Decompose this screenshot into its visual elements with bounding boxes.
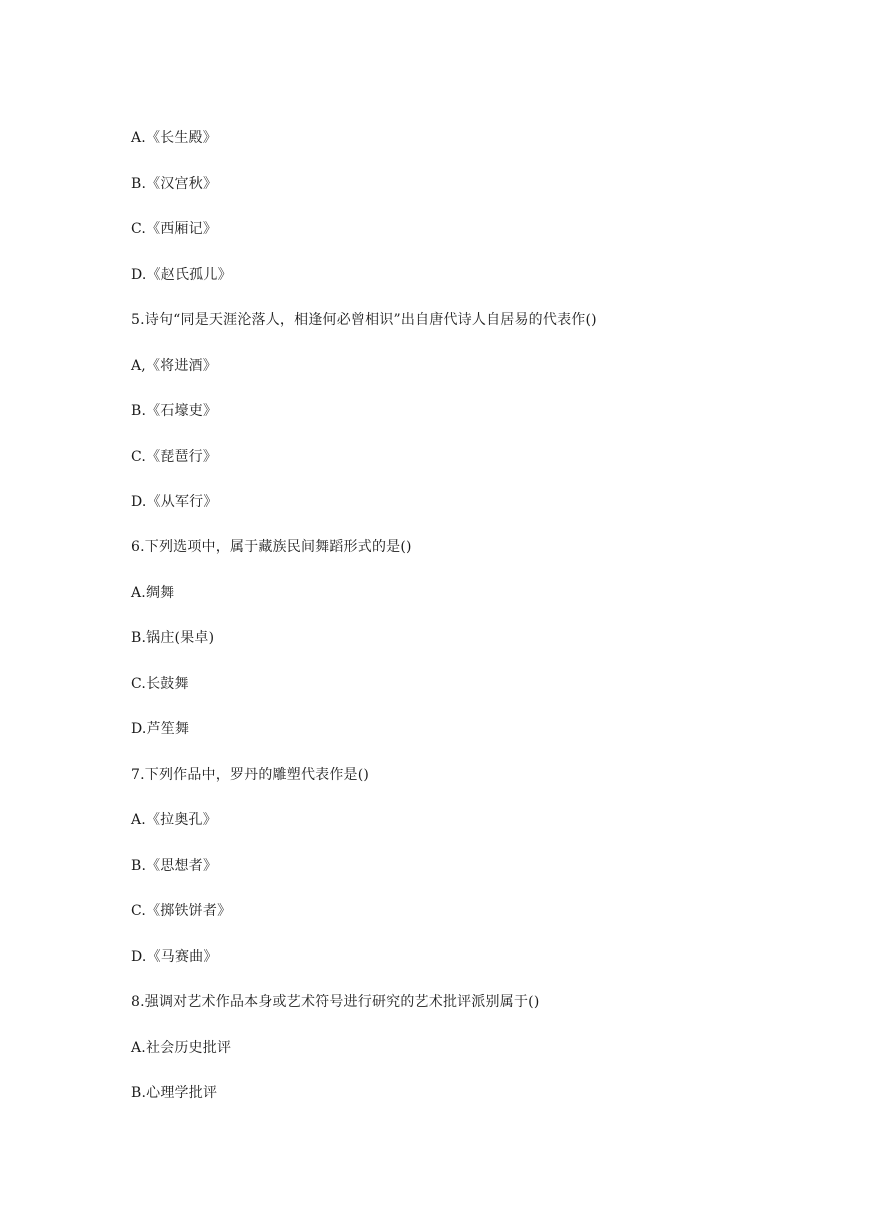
option-7a: A.《拉奥孔》	[131, 812, 217, 828]
option-8b: B.心理学批评	[131, 1085, 218, 1101]
option-6a: A.绸舞	[131, 585, 175, 601]
question-6: 6.下列选项中，属于藏族民间舞蹈形式的是()	[131, 539, 412, 555]
option-7d: D.《马赛曲》	[131, 949, 218, 965]
question-5: 5.诗句“同是天涯沦落人，相逢何必曾相识”出自唐代诗人自居易的代表作()	[131, 312, 597, 328]
option-4b: B.《汉宫秋》	[131, 176, 218, 192]
option-5c: C.《琵琶行》	[131, 449, 218, 465]
option-4c: C.《西厢记》	[131, 221, 218, 237]
option-5b: B.《石壕吏》	[131, 403, 218, 419]
option-6b: B.锅庄(果卓)	[131, 630, 215, 646]
option-7c: C.《掷铁饼者》	[131, 903, 232, 919]
option-7b: B.《思想者》	[131, 858, 218, 874]
question-8: 8.强调对艺术作品本身或艺术符号进行研究的艺术批评派别属于()	[131, 994, 540, 1010]
question-7: 7.下列作品中，罗丹的雕塑代表作是()	[131, 767, 370, 783]
option-6c: C.长鼓舞	[131, 676, 189, 692]
option-4d: D.《赵氏孤儿》	[131, 267, 232, 283]
option-4a: A.《长生殿》	[131, 130, 217, 146]
option-8a: A.社会历史批评	[131, 1040, 232, 1056]
option-5d: D.《从军行》	[131, 494, 218, 510]
option-6d: D.芦笙舞	[131, 721, 190, 737]
option-5a: A,《将进酒》	[131, 358, 217, 374]
